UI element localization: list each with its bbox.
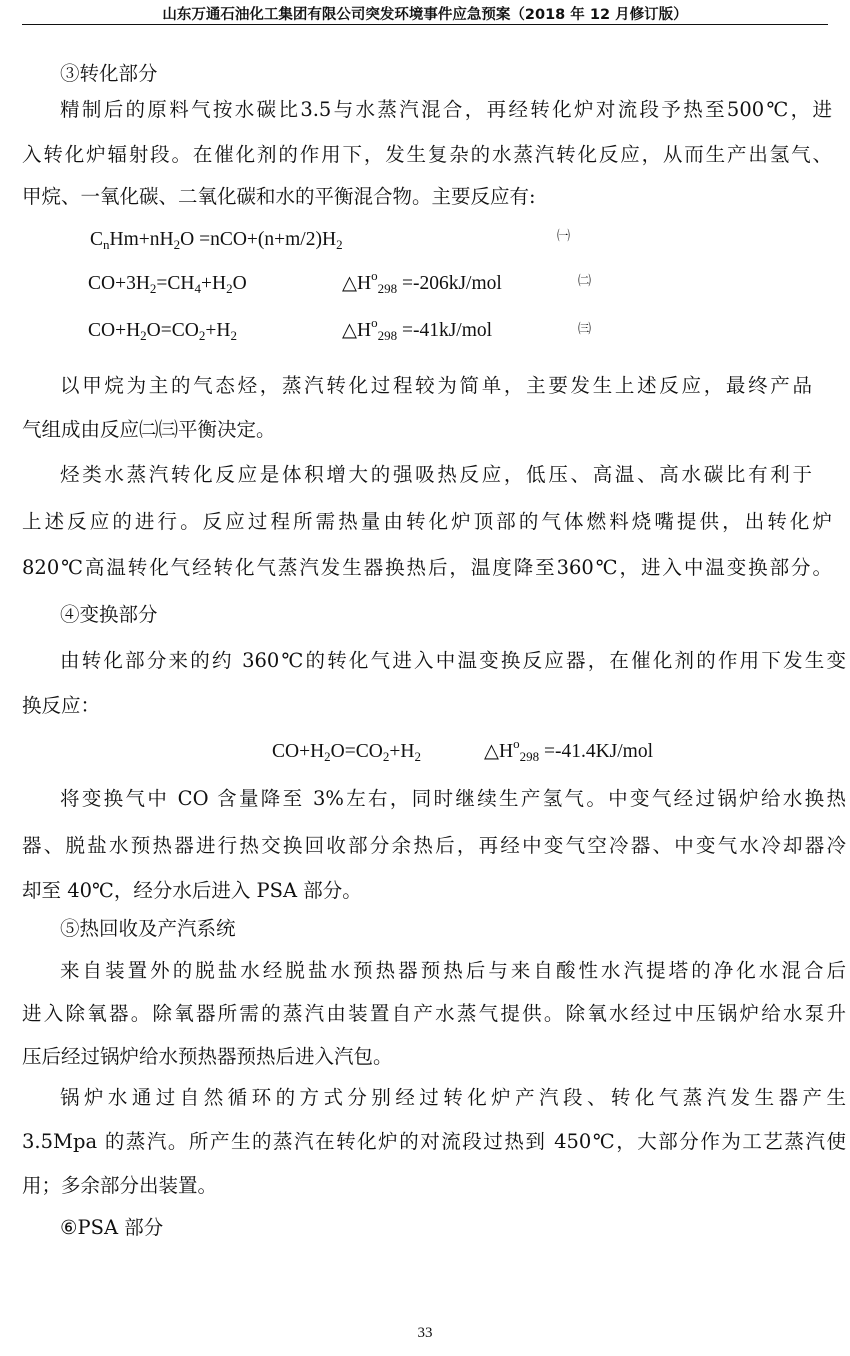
paragraph-line: 上述反应的进行。反应过程所需热量由转化炉顶部的气体燃料烧嘴提供，出转化炉 — [22, 510, 832, 533]
equation-2: $CO+3H_2=CH_4+H_2O$ — [88, 273, 247, 296]
equation-4-enthalpy: $\triangle H^o_{298} =-41.4KJ/mol$ — [484, 736, 654, 764]
paragraph-line: 3.5Mpa 的蒸汽。所产生的蒸汽在转化炉的对流段过热到 450℃，大部分作为工艺蒸汽使 — [22, 1130, 846, 1153]
paragraph-line: 用；多余部分出装置。 — [22, 1174, 218, 1197]
paragraph-line: 气组成由反应㈡㈢平衡决定。 — [22, 418, 276, 441]
equation-1-number: ㈠ — [557, 229, 571, 244]
paragraph-line: 精制后的原料气按水碳比3.5与水蒸汽混合，再经转化炉对流段予热至500℃，进 — [60, 98, 832, 121]
header-rule — [22, 24, 828, 25]
paragraph-line: 器、脱盐水预热器进行热交换回收部分余热后，再经中变气空冷器、中变气水冷却器冷 — [22, 834, 846, 857]
paragraph-line: 却至 40℃，经分水后进入 PSA 部分。 — [22, 879, 362, 902]
equation-4: $CO+H_2O=CO_2+H_2$ — [272, 741, 421, 764]
page-header — [0, 0, 850, 26]
paragraph-line: 换反应： — [22, 694, 101, 717]
section-heading-conversion: ③转化部分 — [60, 62, 158, 85]
paragraph-line: 由转化部分来的约 360℃的转化气进入中温变换反应器，在催化剂的作用下发生变 — [60, 649, 846, 672]
equation-1: $C_nHm+nH_2O =nCO+(n+m/2)H_2$ — [90, 229, 343, 252]
equation-3-enthalpy: $\triangle H^o_{298} =-41kJ/mol$ — [342, 315, 493, 343]
equation-3: $CO+H_2O=CO_2+H_2$ — [88, 320, 237, 343]
section-heading-heat-recovery: ⑤热回收及产汽系统 — [60, 917, 236, 940]
paragraph-line: 烃类水蒸汽转化反应是体积增大的强吸热反应，低压、高温、高水碳比有利于 — [60, 463, 812, 486]
paragraph-line: 锅炉水通过自然循环的方式分别经过转化炉产汽段、转化气蒸汽发生器产生 — [60, 1086, 846, 1109]
section-heading-psa: ⑥PSA 部分 — [60, 1216, 164, 1239]
header-title: 山东万通石油化工集团有限公司突发环境事件应急预案（2018 年 12 月修订版） — [162, 7, 688, 23]
paragraph-line: 以甲烷为主的气态烃，蒸汽转化过程较为简单，主要发生上述反应，最终产品 — [60, 374, 812, 397]
paragraph-line: 将变换气中 CO 含量降至 3%左右，同时继续生产氢气。中变气经过锅炉给水换热 — [60, 787, 846, 810]
section-heading-shift: ④变换部分 — [60, 603, 158, 626]
paragraph-line: 入转化炉辐射段。在催化剂的作用下，发生复杂的水蒸汽转化反应，从而生产出氢气、 — [22, 143, 832, 166]
paragraph-line: 来自装置外的脱盐水经脱盐水预热器预热后与来自酸性水汽提塔的净化水混合后 — [60, 959, 846, 982]
equation-2-number: ㈡ — [578, 274, 592, 289]
paragraph-line: 进入除氧器。除氧器所需的蒸汽由装置自产水蒸气提供。除氧水经过中压锅炉给水泵升 — [22, 1002, 846, 1025]
equation-3-number: ㈢ — [578, 322, 592, 337]
page-number: 33 — [417, 1325, 433, 1341]
paragraph-line: 压后经过锅炉给水预热器预热后进入汽包。 — [22, 1045, 393, 1068]
paragraph-line: 820℃高温转化气经转化气蒸汽发生器换热后，温度降至360℃，进入中温变换部分。 — [22, 556, 832, 579]
equation-2-enthalpy: $\triangle H^o_{298} =-206kJ/mol$ — [342, 268, 502, 296]
paragraph-line: 甲烷、一氧化碳、二氧化碳和水的平衡混合物。主要反应有: — [22, 185, 536, 208]
